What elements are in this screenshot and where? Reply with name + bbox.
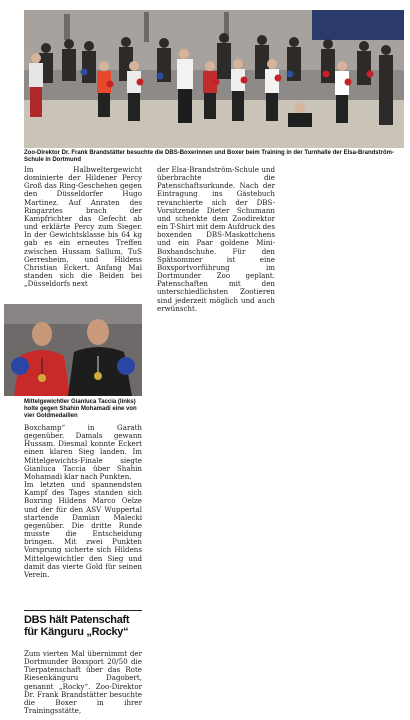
headline-rule [24,610,142,611]
article-paragraph-right-column: der Elsa-Brandström-Schule und überbrachte die Patenschaftsurkunde. Nach der Eintragung ins Gästebuch revanchierte sich der DBS-Vorsitzende Dieter Schumann und schenkte dem Zoodirektor ein T-Shirt mit dem Aufdruck des boxenden DBS-Maskottchens und ein Paar goldene Mini-Boxhandschuhe. Für den Spätsommer ist eine Boxsportvorführung im Dortmunder Zoo geplant. Patenschaften mit den unterschiedlichsten Zootieren sind jederzeit möglich und auch erwünscht. [157,165,275,313]
article-paragraph-sponsorship: Zum vierten Mal übernimmt der Dortmunder Boxsport 20/50 die Tierpatenschaft über das Rote Riesenkänguru Dagobert, genannt „Rocky“. Zoo-Direktor Dr. Frank Brandstätter besuchte die Boxer in ihrer Trainingsstätte, [24,649,142,716]
group-photo [24,10,404,148]
article-paragraph-boxing-results: Im Halbweltergewicht dominierte der Hildener Percy Groß das Ring-Geschehen gegen den Düsseldorfer Hugo Martinez. Auf Anraten des Ringarztes brach der Kampfrichter das Gefecht ab und erklärte Percy zum Sieger. In der Gewichtsklasse bis 64 kg gab es ein erneutes Treffen zwischen Hussam Sallum, TuS Gerresheim, und Hildens Christian Eckert. Anfang Mai standen sich die Beiden bei „Düsseldorfs next [24,165,142,289]
group-photo-image [24,10,404,148]
article-headline: DBS hält Patenschaft für Känguru „Rocky“ [24,614,130,638]
medal-winners-image [4,304,142,396]
medal-winners-caption: Mittelgewichtler Gianluca Taccia (links) holte gegen Shahin Mohamadi eine von vier Goldmedaillen [24,399,137,420]
medal-winners-photo [4,304,142,396]
paragraph-boxchamp: Boxchamp“ in Garath gegenüber. Damals gewann Hussam. Diesmal konnte Eckert einen klaren Sieg landen. Im Mittelgewichts-Finale siegte Gianluca Taccia über Shahin Mohamadi klar nach Punkten. [24,423,142,481]
article-paragraph-continuation [24,424,142,579]
paragraph-last-fight: Im letzten und spannendsten Kampf des Tages standen sich Boxring Hildens Marco Oelze und der für den ASV Wuppertal startende Damian Malecki gegenüber. Die dritte Runde musste die Entscheidung bringen. Mit zwei Punkten Vorsprung sicherte sich Hildens Mittelgewichtler den Sieg und damit das vierte Gold für seinen Verein. [24,480,142,579]
group-photo-caption: Zoo-Direktor Dr. Frank Brandstätter besuchte die DBS-Boxerinnen und Boxer beim Training in der Turnhalle der Elsa-Brandström-Schule in Dortmund [24,150,394,164]
